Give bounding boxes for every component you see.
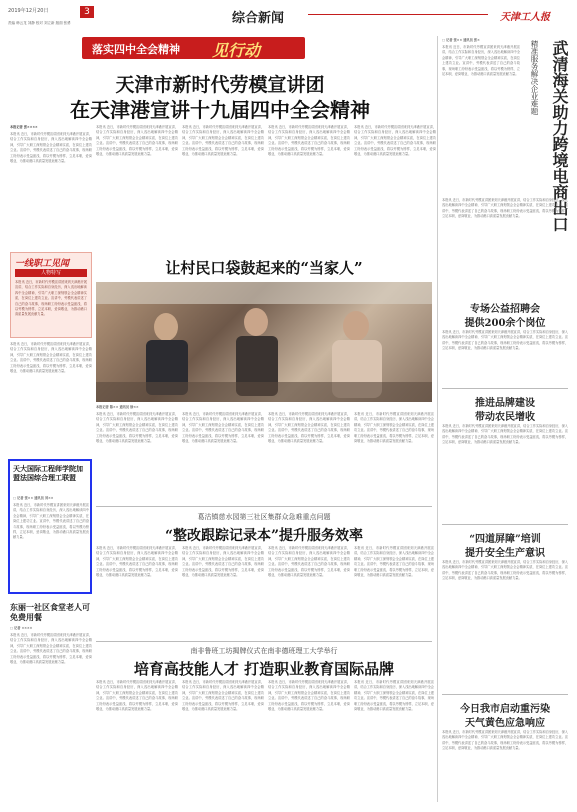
divider-center	[96, 506, 432, 507]
photo-story-image	[96, 282, 432, 402]
canteen-text: 本报讯 近日，市新时代劳模宣讲团来到天津港开展宣讲，结合工作实际和自身经历，深入浅出地解读四中全会精神，引导广大职工深刻领会全会精神实质，在岗位上建功立业。宣讲中，劳模代表讲述了自己的奋斗故事，现场职工纷纷表示受益匪浅，将以劳模为榜样，立足本职，爱岗敬业，为推动港口高质量发展贡献力量。	[10, 633, 92, 665]
photo-story-text-1: 本报讯 近日，市新时代劳模宣讲团来到天津港开展宣讲，结合工作实际和自身经历，深入浅出地解读四中全会精神，引导广大职工深刻领会全会精神实质，在岗位上建功立业。宣讲中，劳模代表讲述了自己的奋斗故事，现场职工纷纷表示受益匪浅，将以劳模为榜样，立足本职，爱岗敬业，为推动港口高质量发展贡献力量。	[96, 412, 178, 444]
right-col-subtitle: 精准服务解决企业难题	[530, 40, 539, 115]
brand-headline-1: 推进品牌建设	[475, 398, 535, 409]
column-divider	[437, 36, 438, 802]
right-col-text-bottom: 本报讯 近日，市新时代劳模宣讲团来到天津港开展宣讲，结合工作实际和自身经历，深入浅出地解读四中全会精神，引导广大职工深刻领会全会精神实质，在岗位上建功立业。宣讲中，劳模代表讲述了自己的奋斗故事，现场职工纷纷表示受益匪浅，将以劳模为榜样，立足本职，爱岗敬业，为推动港口高质量发展贡献力量。	[442, 198, 568, 219]
center-story-text-2: 本报讯 近日，市新时代劳模宣讲团来到天津港开展宣讲，结合工作实际和自身经历，深入浅出地解读四中全会精神，引导广大职工深刻领会全会精神实质，在岗位上建功立业。宣讲中，劳模代表讲述了自己的奋斗故事，现场职工纷纷表示受益匪浅，将以劳模为榜样，立足本职，爱岗敬业，为推动港口高质量发展贡献力量。	[182, 546, 264, 578]
pollution-headline-2: 天气黄色应急响应	[465, 718, 545, 729]
left-column-text: 本报讯 近日，市新时代劳模宣讲团来到天津港开展宣讲，结合工作实际和自身经历，深入浅出地解读四中全会精神，引导广大职工深刻领会全会精神实质，在岗位上建功立业。宣讲中，劳模代表讲述了自己的奋斗故事，现场职工纷纷表示受益匪浅，将以劳模为榜样，立足本职，爱岗敬业，为推动港口高质量发展贡献力量。	[10, 342, 92, 374]
topic-banner-accent: 见行动	[212, 41, 261, 60]
tianda-byline: □ 记者 张×× 通讯员 刘××	[13, 496, 54, 500]
bottom-story-text-2: 本报讯 近日，市新时代劳模宣讲团来到天津港开展宣讲，结合工作实际和自身经历，深入浅出地解读四中全会精神，引导广大职工深刻领会全会精神实质，在岗位上建功立业。宣讲中，劳模代表讲述了自己的奋斗故事，现场职工纷纷表示受益匪浅，将以劳模为榜样，立足本职，爱岗敬业，为推动港口高质量发展贡献力量。	[182, 680, 264, 712]
bottom-story-headline: 培育高技能人才 打造职业教育国际品牌	[133, 660, 395, 678]
lead-headline-2: 在天津港宣讲十九届四中全会精神	[70, 98, 370, 122]
canteen-byline: □ 记者 ××××	[10, 626, 33, 630]
brand-text: 本报讯 近日，市新时代劳模宣讲团来到天津港开展宣讲，结合工作实际和自身经历，深入浅出地解读四中全会精神，引导广大职工深刻领会全会精神实质，在岗位上建功立业。宣讲中，劳模代表讲述了自己的奋斗故事，现场职工纷纷表示受益匪浅，将以劳模为榜样，立足本职，爱岗敬业，为推动港口高质量发展贡献力量。	[442, 424, 568, 445]
job-fair-headline-1: 专场公益招聘会	[470, 304, 540, 315]
pollution-headline-1: 今日我市启动重污染	[460, 704, 550, 715]
column-feature-box	[10, 252, 92, 338]
center-story-kicker: 葛沽镇慈水园第三社区集群众急难重点问题	[197, 513, 331, 521]
lead-column-2: 本报讯 近日，市新时代劳模宣讲团来到天津港开展宣讲，结合工作实际和自身经历，深入浅出地解读四中全会精神，引导广大职工深刻领会全会精神实质，在岗位上建功立业。宣讲中，劳模代表讲述了自己的奋斗故事，现场职工纷纷表示受益匪浅，将以劳模为榜样，立足本职，爱岗敬业，为推动港口高质量发展贡献力量。	[96, 125, 178, 157]
right-col-text-top: 本报讯 近日，市新时代劳模宣讲团来到天津港开展宣讲，结合工作实际和自身经历，深入浅出地解读四中全会精神，引导广大职工深刻领会全会精神实质，在岗位上建功立业。宣讲中，劳模代表讲述了自己的奋斗故事，现场职工纷纷表示受益匪浅，将以劳模为榜样，立足本职，爱岗敬业，为推动港口高质量发展贡献力量。	[442, 45, 520, 77]
canteen-headline: 东丽一社区食堂老人可免费用餐	[10, 602, 90, 622]
topic-banner-label: 落实四中全会精神	[92, 43, 180, 56]
lead-column-3: 本报讯 近日，市新时代劳模宣讲团来到天津港开展宣讲，结合工作实际和自身经历，深入浅出地解读四中全会精神，引导广大职工深刻领会全会精神实质，在岗位上建功立业。宣讲中，劳模代表讲述了自己的奋斗故事，现场职工纷纷表示受益匪浅，将以劳模为榜样，立足本职，爱岗敬业，为推动港口高质量发展贡献力量。	[182, 125, 264, 157]
editor-line: 责编 韩云龙 刘静 校对 刘立新 版面 张勇	[8, 21, 71, 25]
lead-column-5: 本报讯 近日，市新时代劳模宣讲团来到天津港开展宣讲，结合工作实际和自身经历，深入浅出地解读四中全会精神，引导广大职工深刻领会全会精神实质，在岗位上建功立业。宣讲中，劳模代表讲述了自己的奋斗故事，现场职工纷纷表示受益匪浅，将以劳模为榜样，立足本职，爱岗敬业，为推动港口高质量发展贡献力量。	[354, 125, 436, 157]
header-rule	[308, 14, 488, 15]
bottom-story-kicker: 南非鲁班工坊揭牌仪式在南非德班理工大学举行	[190, 647, 338, 655]
section-title: 综合新闻	[232, 11, 285, 26]
column-feature-text: 本报讯 近日，市新时代劳模宣讲团来到天津港开展宣讲，结合工作实际和自身经历，深入浅出地解读四中全会精神，引导广大职工深刻领会全会精神实质，在岗位上建功立业。宣讲中，劳模代表讲述了自己的奋斗故事，现场职工纷纷表示受益匪浅，将以劳模为榜样，立足本职，爱岗敬业，为推动港口高质量发展贡献力量。	[15, 280, 87, 317]
job-fair-headline-2: 提供200余个岗位	[464, 318, 546, 329]
pollution-text: 本报讯 近日，市新时代劳模宣讲团来到天津港开展宣讲，结合工作实际和自身经历，深入浅出地解读四中全会精神，引导广大职工深刻领会全会精神实质，在岗位上建功立业。宣讲中，劳模代表讲述了自己的奋斗故事，现场职工纷纷表示受益匪浅，将以劳模为榜样，立足本职，爱岗敬业，为推动港口高质量发展贡献力量。	[442, 730, 568, 751]
tianda-text: 本报讯 近日，市新时代劳模宣讲团来到天津港开展宣讲，结合工作实际和自身经历，深入浅出地解读四中全会精神，引导广大职工深刻领会全会精神实质，在岗位上建功立业。宣讲中，劳模代表讲述了自己的奋斗故事，现场职工纷纷表示受益匪浅，将以劳模为榜样，立足本职，爱岗敬业，为推动港口高质量发展贡献力量。	[13, 503, 89, 540]
photo-story-figures	[96, 282, 432, 402]
center-story-text-1: 本报讯 近日，市新时代劳模宣讲团来到天津港开展宣讲，结合工作实际和自身经历，深入浅出地解读四中全会精神，引导广大职工深刻领会全会精神实质，在岗位上建功立业。宣讲中，劳模代表讲述了自己的奋斗故事，现场职工纷纷表示受益匪浅，将以劳模为榜样，立足本职，爱岗敬业，为推动港口高质量发展贡献力量。	[96, 546, 178, 578]
lead-column-1: 本报讯 近日，市新时代劳模宣讲团来到天津港开展宣讲，结合工作实际和自身经历，深入浅出地解读四中全会精神，引导广大职工深刻领会全会精神实质，在岗位上建功立业。宣讲中，劳模代表讲述了自己的奋斗故事，现场职工纷纷表示受益匪浅，将以劳模为榜样，立足本职，爱岗敬业，为推动港口高质量发展贡献力量。	[10, 132, 92, 164]
divider-3	[442, 694, 568, 695]
photo-story-text-2: 本报讯 近日，市新时代劳模宣讲团来到天津港开展宣讲，结合工作实际和自身经历，深入浅出地解读四中全会精神，引导广大职工深刻领会全会精神实质，在岗位上建功立业。宣讲中，劳模代表讲述了自己的奋斗故事，现场职工纷纷表示受益匪浅，将以劳模为榜样，立足本职，爱岗敬业，为推动港口高质量发展贡献力量。	[182, 412, 264, 444]
topic-banner	[82, 37, 305, 59]
training-headline-2: 提升安全生产意识	[465, 548, 545, 559]
newspaper-logo: 天津工人报	[500, 12, 550, 23]
date: 2019年12月20日	[8, 8, 49, 14]
photo-story-text-3: 本报讯 近日，市新时代劳模宣讲团来到天津港开展宣讲，结合工作实际和自身经历，深入浅出地解读四中全会精神，引导广大职工深刻领会全会精神实质，在岗位上建功立业。宣讲中，劳模代表讲述了自己的奋斗故事，现场职工纷纷表示受益匪浅，将以劳模为榜样，立足本职，爱岗敬业，为推动港口高质量发展贡献力量。	[268, 412, 350, 444]
bottom-story-text-1: 本报讯 近日，市新时代劳模宣讲团来到天津港开展宣讲，结合工作实际和自身经历，深入浅出地解读四中全会精神，引导广大职工深刻领会全会精神实质，在岗位上建功立业。宣讲中，劳模代表讲述了自己的奋斗故事，现场职工纷纷表示受益匪浅，将以劳模为榜样，立足本职，爱岗敬业，为推动港口高质量发展贡献力量。	[96, 680, 178, 712]
lead-byline: 本报记者 张××××	[10, 125, 38, 129]
photo-story-text-4: 本报讯 近日，市新时代劳模宣讲团来到天津港开展宣讲，结合工作实际和自身经历，深入浅出地解读四中全会精神，引导广大职工深刻领会全会精神实质，在岗位上建功立业。宣讲中，劳模代表讲述了自己的奋斗故事，现场职工纷纷表示受益匪浅，将以劳模为榜样，立足本职，爱岗敬业，为推动港口高质量发展贡献力量。	[354, 412, 434, 444]
highlighted-article-box	[8, 459, 92, 594]
bottom-story-text-3: 本报讯 近日，市新时代劳模宣讲团来到天津港开展宣讲，结合工作实际和自身经历，深入浅出地解读四中全会精神，引导广大职工深刻领会全会精神实质，在岗位上建功立业。宣讲中，劳模代表讲述了自己的奋斗故事，现场职工纷纷表示受益匪浅，将以劳模为榜样，立足本职，爱岗敬业，为推动港口高质量发展贡献力量。	[268, 680, 350, 712]
lead-column-4: 本报讯 近日，市新时代劳模宣讲团来到天津港开展宣讲，结合工作实际和自身经历，深入浅出地解读四中全会精神，引导广大职工深刻领会全会精神实质，在岗位上建功立业。宣讲中，劳模代表讲述了自己的奋斗故事，现场职工纷纷表示受益匪浅，将以劳模为榜样，立足本职，爱岗敬业，为推动港口高质量发展贡献力量。	[268, 125, 350, 157]
right-col-byline: □ 记者 张×× 通讯员 张×	[442, 38, 480, 42]
masthead	[8, 6, 569, 28]
page-number: 3	[80, 6, 94, 18]
job-fair-text: 本报讯 近日，市新时代劳模宣讲团来到天津港开展宣讲，结合工作实际和自身经历，深入浅出地解读四中全会精神，引导广大职工深刻领会全会精神实质，在岗位上建功立业。宣讲中，劳模代表讲述了自己的奋斗故事，现场职工纷纷表示受益匪浅，将以劳模为榜样，立足本职，爱岗敬业，为推动港口高质量发展贡献力量。	[442, 330, 568, 351]
lead-headline-1: 天津市新时代劳模宣讲团	[115, 74, 325, 96]
center-story-text-3: 本报讯 近日，市新时代劳模宣讲团来到天津港开展宣讲，结合工作实际和自身经历，深入浅出地解读四中全会精神，引导广大职工深刻领会全会精神实质，在岗位上建功立业。宣讲中，劳模代表讲述了自己的奋斗故事，现场职工纷纷表示受益匪浅，将以劳模为榜样，立足本职，爱岗敬业，为推动港口高质量发展贡献力量。	[268, 546, 350, 578]
divider-bottom	[96, 641, 432, 642]
right-col-headline: 武清海关助力跨境电商出口	[550, 40, 569, 232]
training-text: 本报讯 近日，市新时代劳模宣讲团来到天津港开展宣讲，结合工作实际和自身经历，深入浅出地解读四中全会精神，引导广大职工深刻领会全会精神实质，在岗位上建功立业。宣讲中，劳模代表讲述了自己的奋斗故事，现场职工纷纷表示受益匪浅，将以劳模为榜样，立足本职，爱岗敬业，为推动港口高质量发展贡献力量。	[442, 560, 568, 581]
bottom-story-text-4: 本报讯 近日，市新时代劳模宣讲团来到天津港开展宣讲，结合工作实际和自身经历，深入浅出地解读四中全会精神，引导广大职工深刻领会全会精神实质，在岗位上建功立业。宣讲中，劳模代表讲述了自己的奋斗故事，现场职工纷纷表示受益匪浅，将以劳模为榜样，立足本职，爱岗敬业，为推动港口高质量发展贡献力量。	[354, 680, 434, 712]
photo-story-headline: 让村民口袋鼓起来的“当家人”	[165, 259, 363, 277]
center-story-headline: “整改跟踪记录本”提升服务效率	[164, 528, 364, 544]
training-headline-1: “四道屏障”培训	[469, 534, 541, 545]
brand-headline-2: 带动农民增收	[475, 412, 535, 423]
column-feature-title: 一线职工见闻	[15, 259, 70, 269]
divider-1	[442, 388, 568, 389]
divider-2	[442, 524, 568, 525]
center-story-text-4: 本报讯 近日，市新时代劳模宣讲团来到天津港开展宣讲，结合工作实际和自身经历，深入浅出地解读四中全会精神，引导广大职工深刻领会全会精神实质，在岗位上建功立业。宣讲中，劳模代表讲述了自己的奋斗故事，现场职工纷纷表示受益匪浅，将以劳模为榜样，立足本职，爱岗敬业，为推动港口高质量发展贡献力量。	[354, 546, 434, 578]
photo-story-caption: 本报记者 陈×× 通讯员 徐××	[96, 405, 139, 409]
column-feature-subtitle: 人物特写	[15, 269, 87, 277]
tianda-headline: 天大国际工程师学院加盟法国综合理工联盟	[13, 464, 83, 482]
